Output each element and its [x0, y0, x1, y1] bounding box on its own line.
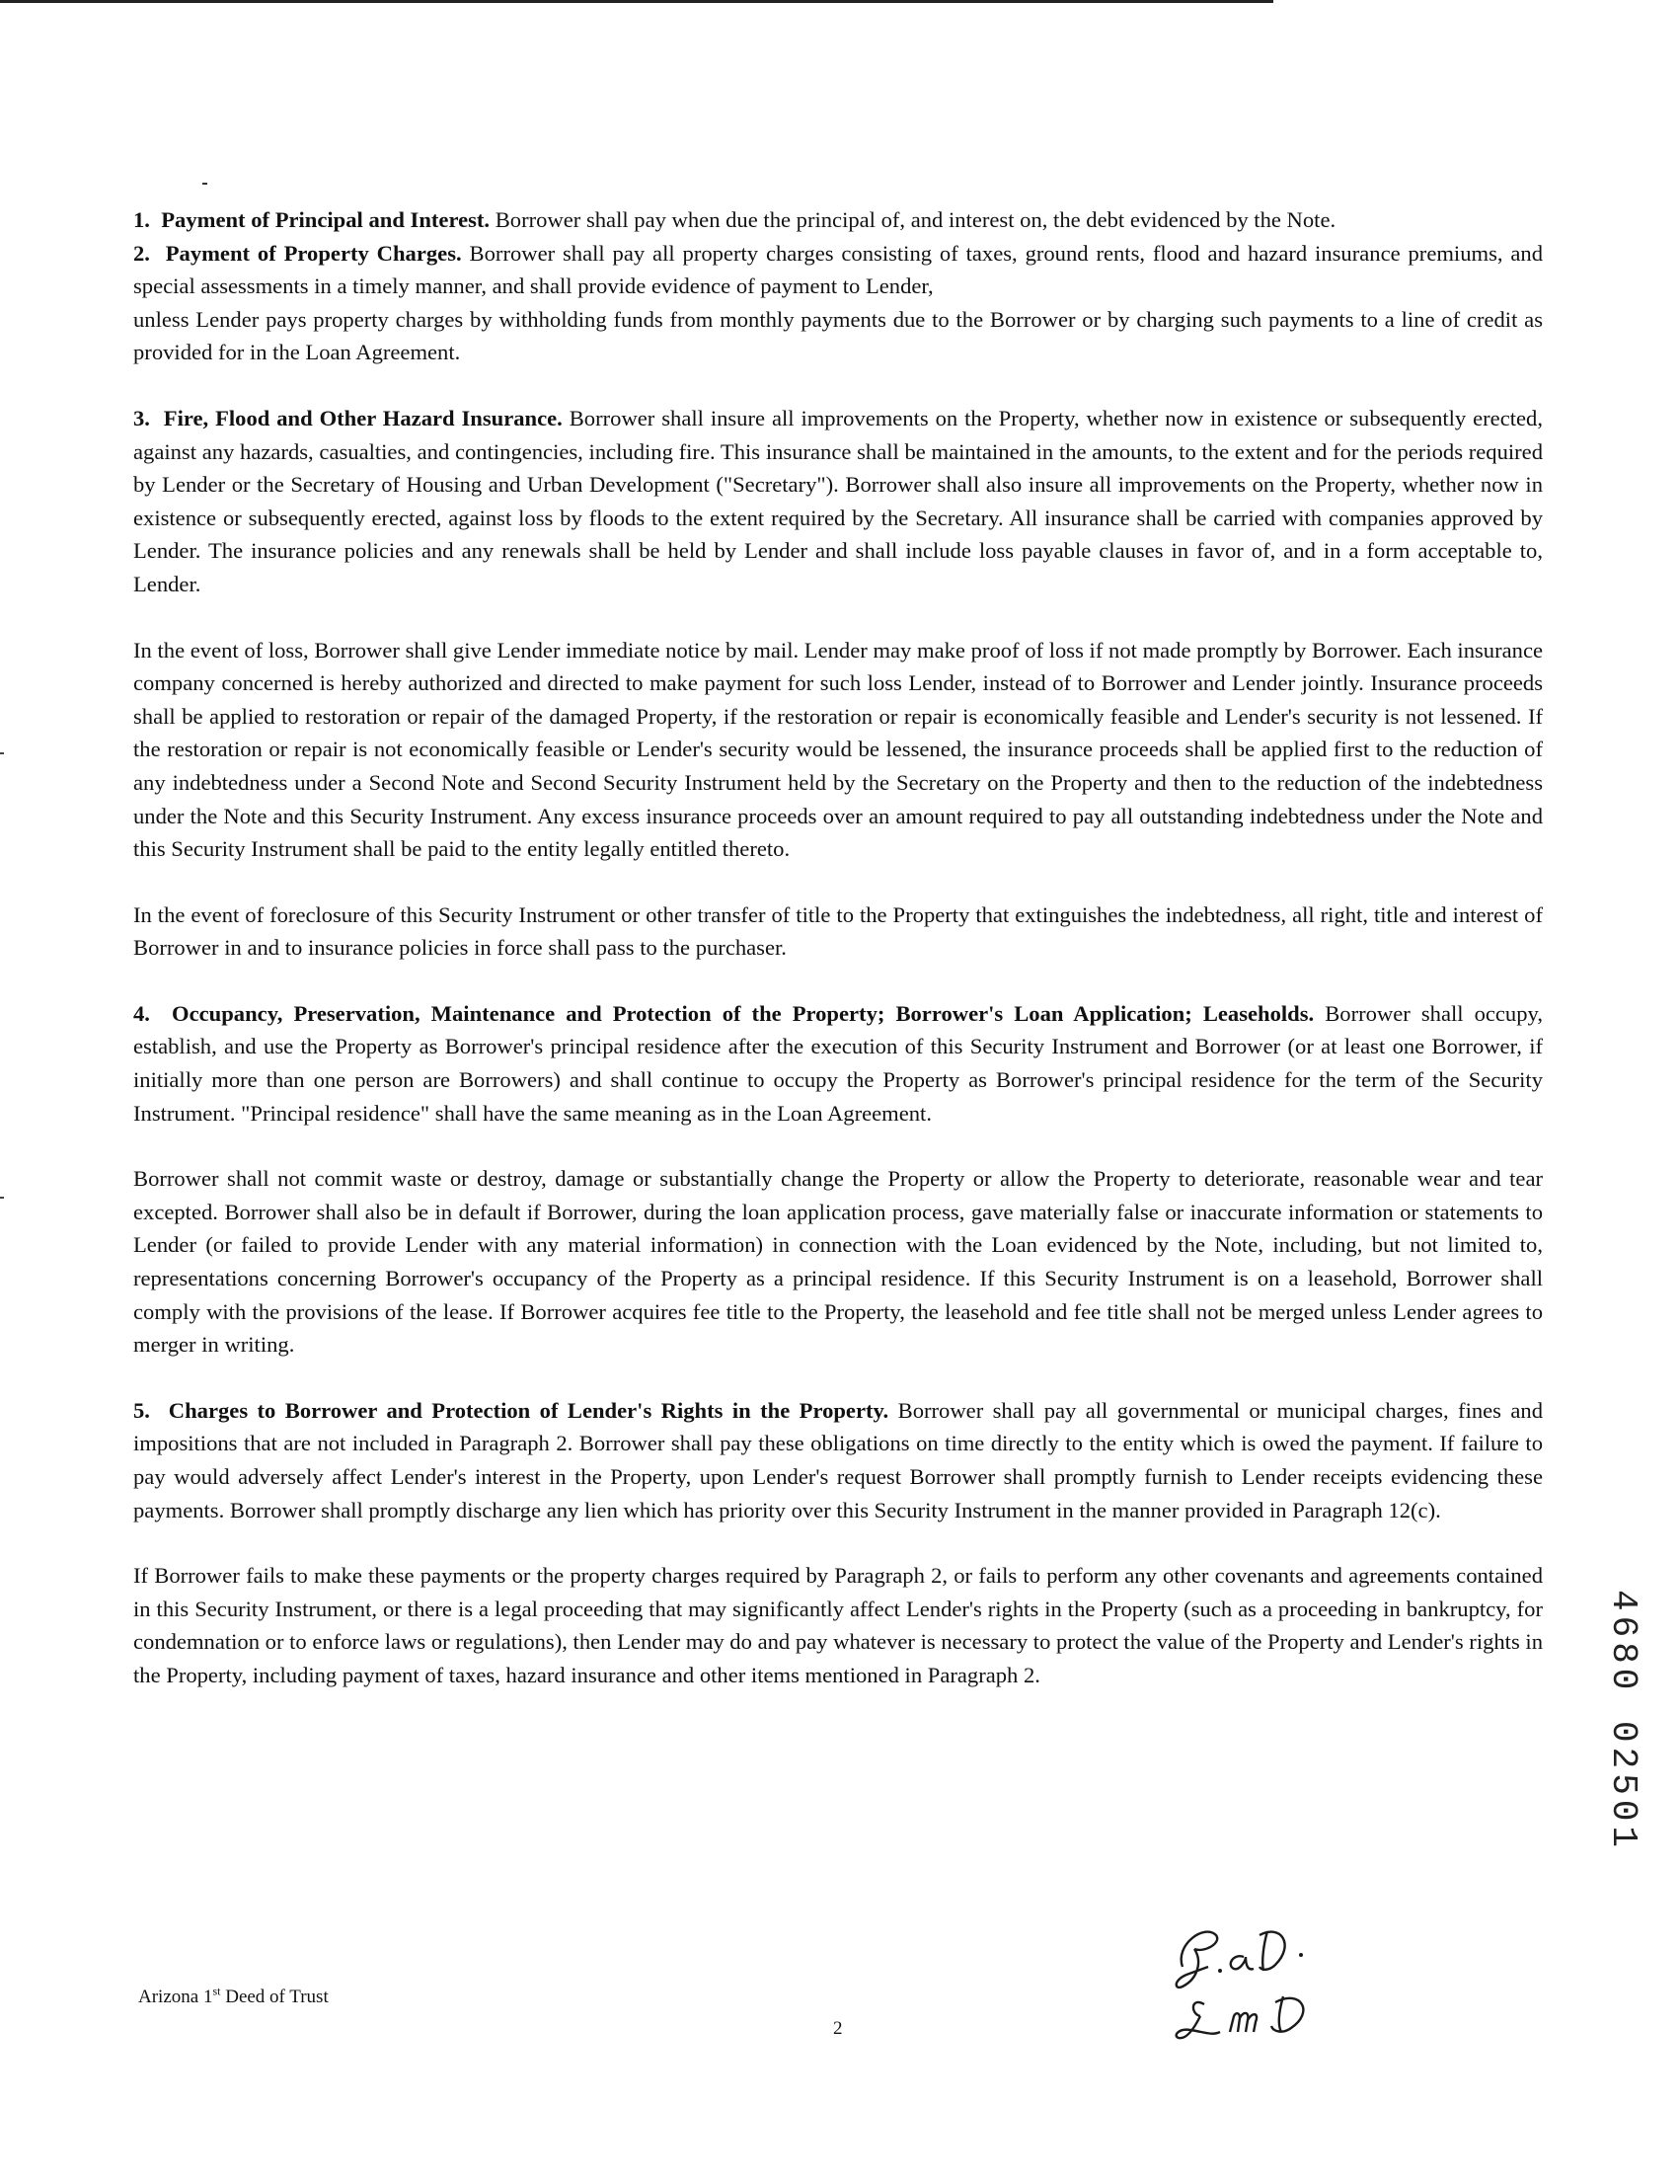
- initial-d: [1260, 1931, 1285, 1971]
- section-5-paragraph-2: If Borrower fails to make these payments or the property charges required by Paragraph 2, or fails to perform any other covenants and agreements contained in this Security Instrument, or there is a legal proceeding that may significantly affect Lender's rights in the Property (such as a proceeding in bankruptcy, for condemnation or to enforce laws or regulations), then Lender may do and pay whatever is necessary to protect the value of the Property and Lender's rights in the Property, including payment of taxes, hazard insurance and other items mentioned in Paragraph 2.: [133, 1563, 1543, 1687]
- section-heading: [133, 406, 563, 430]
- initial-dot: [1299, 1953, 1303, 1957]
- section-5: [133, 1394, 1543, 1526]
- footer-doc-name-sup: st: [212, 1984, 221, 1998]
- section-number: 3.: [133, 405, 150, 430]
- section-text: Borrower shall pay all governmental or municipal charges, fines and impositions that are not included in Paragraph 2. Borrower shall pay these obligations on time directly to the entity which is owed the payment. If failure to pay would adversely affect Lender's interest in the Property, upon Lender's request Borrower shall promptly furnish to Lender receipts evidencing these payments. Borrower shall promptly discharge any lien which has priority over this Security Instrument in the manner provided in Paragraph 12(c).: [133, 1397, 1543, 1522]
- initial-l: [1177, 2002, 1220, 2038]
- scan-edge-mark: [0, 752, 4, 754]
- section-4: [133, 997, 1543, 1130]
- initial-a: [1231, 1956, 1254, 1969]
- initial-m: [1230, 2013, 1257, 2032]
- scan-top-border: [0, 0, 1273, 3]
- section-2: [133, 237, 1543, 303]
- section-number: 2.: [133, 240, 150, 266]
- initial-g: [1177, 1932, 1217, 1988]
- section-text: Borrower shall pay all property charges consisting of taxes, ground rents, flood and hazard insurance premiums, and special assessments in a timely manner, and shall provide evidence of payment to Lender,: [133, 240, 1544, 299]
- section-3: [133, 402, 1543, 601]
- recording-stamp: 4680 02501: [1603, 1590, 1643, 1853]
- section-title: Fire, Flood and Other Hazard Insurance.: [163, 405, 563, 430]
- section-text: Borrower shall pay when due the principal of, and interest on, the debt evidenced by the Note.: [495, 207, 1336, 232]
- section-1: [133, 203, 1543, 237]
- section-3-paragraph-3: In the event of foreclosure of this Security Instrument or other transfer of title to the Property that extinguishes the indebtedness, all right, title and interest of Borrower in and to insurance policies in force shall pass to the purchaser.: [133, 901, 1543, 961]
- scan-speck: [202, 183, 207, 185]
- section-title: Payment of Principal and Interest.: [161, 207, 491, 232]
- document-body: [133, 203, 1543, 1725]
- footer-doc-name-text: Arizona 1: [138, 1987, 213, 2007]
- section-number: 4.: [133, 1000, 150, 1026]
- section-heading: [133, 1001, 1314, 1026]
- initial-d2: [1271, 1996, 1303, 2032]
- section-heading: [133, 207, 490, 232]
- section-3-paragraph-2: In the event of loss, Borrower shall give Lender immediate notice by mail. Lender may make proof of loss if not made promptly by Borrower. Each insurance company concerned is hereby authorized and directed to make payment for such loss Lender, instead of to Borrower and Lender jointly. Insurance proceeds shall be applied to restoration or repair of the damaged Property, if the restoration or repair is economically feasible and Lender's security is not lessened. If the restoration or repair is not economically feasible or Lender's security would be lessened, the insurance proceeds shall be applied first to the reduction of any indebtedness under a Second Note and Second Security Instrument held by the Secretary on the Property and then to the reduction of the indebtedness under the Note and this Security Instrument. Any excess insurance proceeds over an amount required to pay all outstanding indebtedness under the Note and this Security Instrument shall be paid to the entity legally entitled thereto.: [133, 637, 1543, 862]
- footer-doc-name-suffix: Deed of Trust: [220, 1987, 329, 2007]
- section-text: Borrower shall insure all improvements on the Property, whether now in existence or subsequently erected, against any hazards, casualties, and contingencies, including fire. This insurance shall be maintained in the amounts, to the extent and for the periods required by Lender or the Secretary of Housing and Urban Development ("Secretary"). Borrower shall also insure all improvements on the Property, whether now in existence or subsequently erected, against loss by floods to the extent required by the Secretary. All insurance shall be carried with companies approved by Lender. The insurance policies and any renewals shall be held by Lender and shall include loss payable clauses in favor of, and in a form acceptable to, Lender.: [133, 405, 1543, 596]
- section-heading: [133, 1398, 888, 1423]
- initial-dot: [1218, 1969, 1222, 1973]
- section-heading: [133, 241, 462, 266]
- handwritten-initials: [1165, 1906, 1362, 2054]
- section-number: 5.: [133, 1397, 150, 1423]
- page-number: 2: [833, 2018, 843, 2039]
- section-number: 1.: [133, 207, 150, 232]
- section-title: Occupancy, Preservation, Maintenance and Protection of the Property; Borrower's Loan Application; Leaseholds.: [172, 1000, 1315, 1026]
- footer-document-name: [138, 1984, 329, 2008]
- section-text: Borrower shall occupy, establish, and use the Property as Borrower's principal residence after the execution of this Security Instrument and Borrower (or at least one Borrower, if initially more than one person are Borrowers) and shall continue to occupy the Property as Borrower's principal residence for the term of the Security Instrument. "Principal residence" shall have the same meaning as in the Loan Agreement.: [133, 1000, 1543, 1126]
- scan-edge-mark: [0, 1197, 4, 1199]
- section-title: Charges to Borrower and Protection of Lender's Rights in the Property.: [168, 1397, 889, 1423]
- section-4-paragraph-2: Borrower shall not commit waste or destroy, damage or substantially change the Property or allow the Property to deteriorate, reasonable wear and tear excepted. Borrower shall also be in default if Borrower, during the loan application process, gave materially false or inaccurate information or statements to Lender (or failed to provide Lender with any material information) in connection with the Loan evidenced by the Note, including, but not limited to, representations concerning Borrower's occupancy of the Property as a principal residence. If this Security Instrument is on a leasehold, Borrower shall comply with the provisions of the lease. If Borrower acquires fee title to the Property, the leasehold and fee title shall not be merged unless Lender agrees to merger in writing.: [133, 1166, 1543, 1358]
- section-2-continuation: unless Lender pays property charges by withholding funds from monthly payments due to the Borrower or by charging such payments to a line of credit as provided for in the Loan Agreement.: [133, 306, 1543, 365]
- section-title: Payment of Property Charges.: [165, 240, 462, 266]
